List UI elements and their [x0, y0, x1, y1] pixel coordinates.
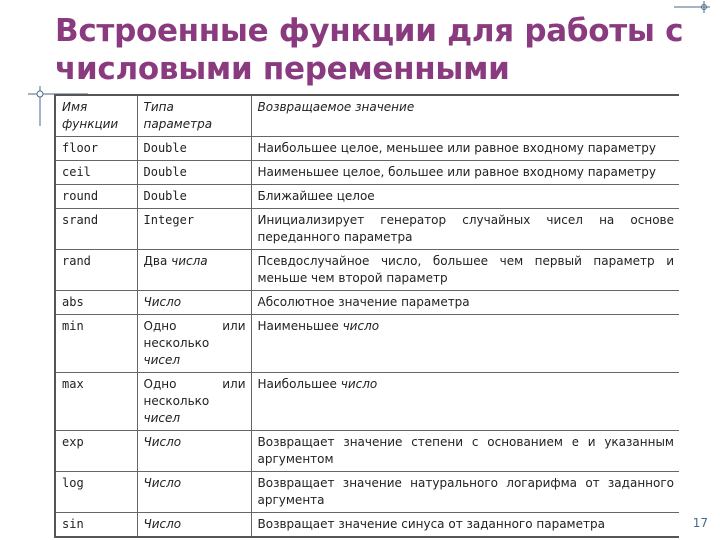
table-row [55, 185, 679, 209]
functions-table [54, 94, 679, 538]
parameter-type-part: или [222, 319, 246, 333]
parameter-type: Число [137, 291, 251, 315]
header-parameter-type: Типа параметра [137, 95, 251, 137]
function-name: round [55, 185, 137, 209]
table-row [55, 291, 679, 315]
parameter-type-part: Одно [143, 319, 177, 333]
functions-table-wrapper [54, 94, 679, 540]
return-description [251, 431, 679, 472]
table-header-row [55, 95, 679, 137]
parameter-type-line: несколько [143, 394, 210, 408]
parameter-type-line: несколько [143, 336, 210, 350]
parameter-type-line: чисел [143, 353, 181, 367]
description-part: число [342, 319, 380, 333]
return-description [251, 373, 679, 431]
return-description: Возвращает значение натурального логарифма от заданного аргумента [251, 472, 679, 513]
table-row [55, 315, 679, 373]
function-name: srand [55, 209, 137, 250]
table-row [55, 137, 679, 161]
description-part: Возвращает значение степени с основанием [257, 435, 572, 449]
return-description [251, 315, 679, 373]
parameter-type: Double [137, 137, 251, 161]
parameter-type-part: числа [171, 254, 208, 268]
description-part: число [340, 377, 378, 391]
parameter-type: Число [137, 513, 251, 538]
parameter-type-part: или [222, 377, 246, 391]
parameter-type: Double [137, 161, 251, 185]
parameter-type-part: Два [143, 254, 172, 268]
table-row [55, 472, 679, 513]
parameter-type [137, 315, 251, 373]
return-description: Абсолютное значение параметра [251, 291, 679, 315]
parameter-type-line [144, 318, 246, 335]
description-part: Наибольшее [257, 377, 341, 391]
function-name: min [55, 315, 137, 373]
parameter-type [137, 373, 251, 431]
function-name: exp [55, 431, 137, 472]
description-part: Наименьшее [257, 319, 343, 333]
parameter-type: Double [137, 185, 251, 209]
parameter-type-part: Одно [143, 377, 177, 391]
function-name: sin [55, 513, 137, 538]
table-row [55, 209, 679, 250]
return-description: Наибольшее целое, меньшее или равное входному параметру [251, 137, 679, 161]
return-description: Возвращает значение синуса от заданного параметра [251, 513, 679, 538]
function-name: floor [55, 137, 137, 161]
parameter-type: Число [137, 472, 251, 513]
parameter-type-line: чисел [143, 411, 181, 425]
description-part: и указанным аргументом [257, 435, 674, 466]
return-description: Инициализирует генератор случайных чисел на основе переданного параметра [251, 209, 679, 250]
parameter-type-line [144, 376, 246, 393]
table-row [55, 373, 679, 431]
function-name: abs [55, 291, 137, 315]
header-return-value: Возвращаемое значение [251, 95, 679, 137]
parameter-type [137, 250, 251, 291]
description-part: e [571, 435, 579, 449]
function-name: rand [55, 250, 137, 291]
table-row [55, 161, 679, 185]
parameter-type: Integer [137, 209, 251, 250]
return-description: Ближайшее целое [251, 185, 679, 209]
header-function-name: Имя функции [55, 95, 137, 137]
slide-title: Встроенные функции для работы с числовыми переменными [55, 13, 684, 87]
page-number: 17 [692, 516, 708, 530]
function-name: max [55, 373, 137, 431]
return-description: Наименьшее целое, большее или равное входному параметру [251, 161, 679, 185]
table-row [55, 513, 679, 538]
return-description: Псевдослучайное число, большее чем первый параметр и меньше чем второй параметр [251, 250, 679, 291]
table-row [55, 431, 679, 472]
table-row [55, 250, 679, 291]
function-name: log [55, 472, 137, 513]
parameter-type: Число [137, 431, 251, 472]
function-name: ceil [55, 161, 137, 185]
